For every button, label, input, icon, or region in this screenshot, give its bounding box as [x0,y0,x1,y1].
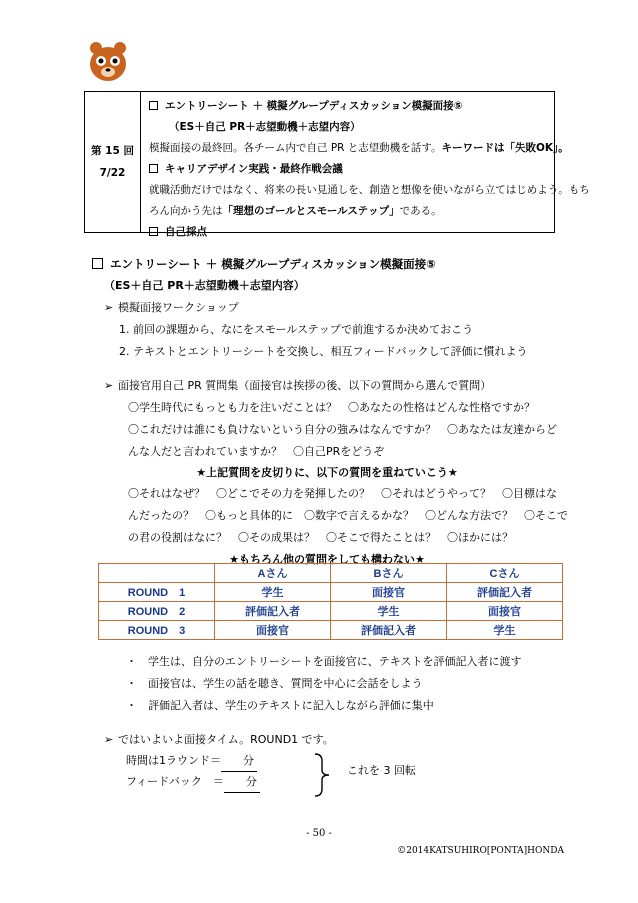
summary-topic-2: キャリアデザイン実践・最終作戦会議 [149,159,548,180]
page-number: - 50 - [306,828,332,839]
summary-subtopic: （ES＋自己 PR＋志望動機＋志望内容） [169,121,361,133]
summary-topic-3: 自己採点 [149,222,548,243]
time-row: 時間は1ラウンド＝ 分 [126,751,522,772]
followup-line: んだったの？ 〇もっと具体的に 〇数字で言えるかな？ 〇どんな方法で？ 〇そこで [128,509,568,522]
rotation-note: これを 3 回転 [347,764,416,777]
section-subtitle: （ES＋自己 PR＋志望動機＋志望内容） [104,279,305,292]
dot-bullet-icon: ・ [126,699,148,712]
table-cell: 面接官 [215,621,331,640]
session-details [149,96,590,243]
table-cell: 面接官 [447,602,563,621]
workshop-item: 1. 前回の課題から、なにをスモールステップで前進するか決めておこう [119,323,474,336]
summary-description: 模擬面接の最終回。各チーム内で自己 PR と志望動機を話す。キーワードは「失敗OK」。 [149,142,569,154]
checkbox-icon [149,101,158,110]
feedback-row: フィードバック ＝ 分 [126,772,522,793]
table-header-cell: Aさん [215,564,331,583]
tanuki-mascot-icon [88,40,128,82]
list-item: ・ 評価記入者は、学生のテキストに記入しながら評価に集中 [126,699,434,712]
table-cell: 学生 [331,602,447,621]
feedback-blank: 分 [224,772,260,793]
table-row [99,583,563,602]
summary-text-1: 就職活動だけではなく、将来の長い見通しを、創造と想像を使いながら立てはじめよう。もち [149,184,590,196]
session-number-cell [85,92,141,232]
table-cell: 評価記入者 [215,602,331,621]
question-line: んな人だと言われていますか？ 〇自己PRをどうぞ [128,445,385,458]
workshop-item: 2. テキストとエントリーシートを交換し、相互フィードバックして評価に慣れよう [119,345,528,358]
questions-heading: ➢ 面接官用自己 PR 質問集（面接官は挨拶の後、以下の質問から選んで質問） [92,375,562,397]
table-cell: 評価記入者 [331,621,447,640]
table-cell: ROUND 3 [99,621,215,640]
list-item: ・ 学生は、自分のエントリーシートを面接官に、テキストを評価記入者に渡す [126,655,522,668]
table-row [99,602,563,621]
copyright: ©2014KATSUHIRO[PONTA]HONDA [397,846,564,856]
timing-heading: ➢ ではいよいよ面接タイム。ROUND1 です。 [104,729,522,751]
list-item: ・ 面接官は、学生の話を聴き、質問を中心に会話をしよう [126,677,423,690]
star-note-1: ★上記質問を皮切りに、以下の質問を重ねていこう★ [196,466,458,479]
session-number: 第 15 回 [91,145,134,157]
table-cell: 学生 [447,621,563,640]
right-brace-icon [313,753,331,797]
checkbox-icon [149,164,158,173]
arrow-bullet-icon: ➢ [104,301,114,314]
star-note-2: ★もちろん他の質問をしても構わない★ [229,553,425,566]
time-blank: 分 [221,751,257,772]
table-header-cell: Cさん [447,564,563,583]
followup-line: の君の役割はなに？ 〇その成果は？ 〇そこで得たことは？ 〇ほかには？ [128,531,513,544]
arrow-bullet-icon: ➢ [104,379,114,392]
question-line: 〇これだけは誰にも負けないという自分の強みはなんですか？ 〇あなたは友達からど [128,423,557,436]
table-header-cell: Bさん [331,564,447,583]
table-cell: 学生 [215,583,331,602]
checkbox-icon [149,227,158,236]
table-cell: 面接官 [331,583,447,602]
workshop-heading: ➢ 模擬面接ワークショップ [92,297,562,319]
table-header-cell [99,564,215,583]
session-summary-box [84,91,590,238]
table-header-row [99,564,563,583]
dot-bullet-icon: ・ [126,655,148,668]
table-cell: ROUND 2 [99,602,215,621]
checkbox-icon [92,258,103,269]
session-date: 7/22 [99,167,126,179]
followup-line: 〇それはなぜ？ 〇どこでその力を発揮したの？ 〇それはどうやって？ 〇目標はな [128,487,557,500]
table-cell: ROUND 1 [99,583,215,602]
section-title: エントリーシート ＋ 模擬グループディスカッション模擬面接⑤ [92,253,562,275]
table-row [99,621,563,640]
question-line: 〇学生時代にもっとも力を注いだことは？ 〇あなたの性格はどんな性格ですか？ [128,401,535,414]
table-cell: 評価記入者 [447,583,563,602]
summary-topic: エントリーシート ＋ 模擬グループディスカッション模擬面接⑤ [149,96,548,117]
main-content [92,253,568,571]
rounds-table [98,563,563,640]
summary-text-2: ろん向かう先は「理想のゴールとスモールステップ」である。 [149,205,442,217]
dot-bullet-icon: ・ [126,677,148,690]
arrow-bullet-icon: ➢ [104,733,114,746]
